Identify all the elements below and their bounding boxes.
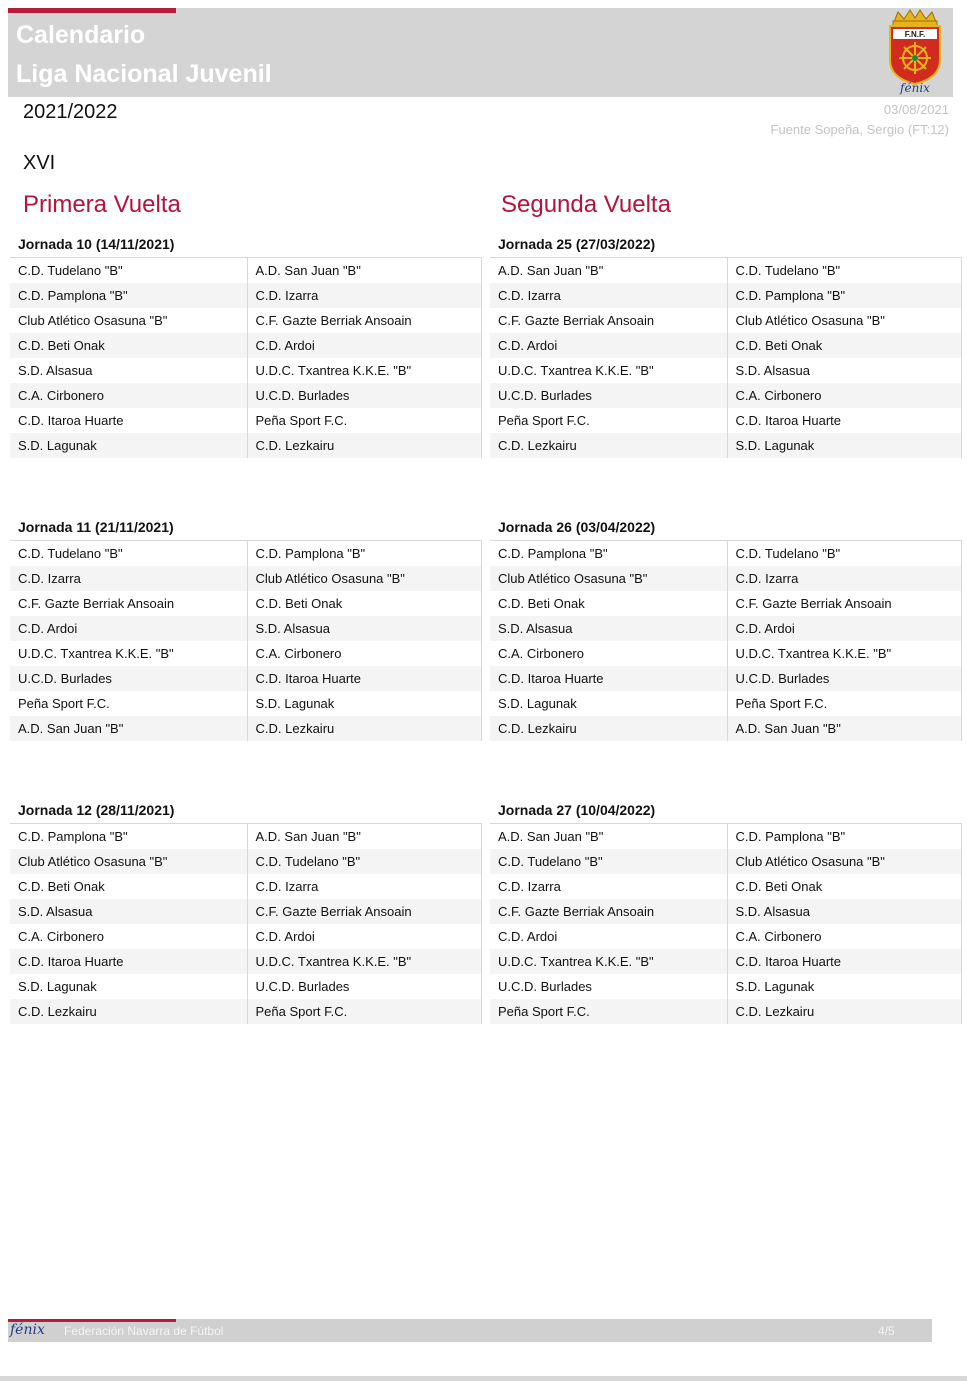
match-row: [10, 308, 482, 333]
home-team: C.D. Pamplona "B": [490, 541, 728, 566]
home-team: C.F. Gazte Berriak Ansoain: [490, 308, 728, 333]
match-row: [490, 849, 962, 874]
away-team: C.D. Ardoi: [728, 616, 963, 641]
match-row: [10, 691, 482, 716]
match-row: [10, 924, 482, 949]
jornada-block: [10, 516, 482, 741]
match-row: [490, 824, 962, 849]
away-team: S.D. Alsasua: [728, 358, 963, 383]
away-team: A.D. San Juan "B": [728, 716, 963, 741]
home-team: S.D. Alsasua: [10, 899, 248, 924]
away-team: C.F. Gazte Berriak Ansoain: [728, 591, 963, 616]
jornada-title: Jornada 26 (03/04/2022): [498, 519, 656, 535]
away-team: C.A. Cirbonero: [248, 641, 483, 666]
match-row: [10, 666, 482, 691]
match-row: [490, 666, 962, 691]
away-team: Club Atlético Osasuna "B": [728, 849, 963, 874]
away-team: C.D. Izarra: [728, 566, 963, 591]
footer-organization: Federación Navarra de Fútbol: [64, 1324, 224, 1338]
match-row: [490, 949, 962, 974]
jornada-title: Jornada 11 (21/11/2021): [18, 519, 174, 535]
away-team: U.D.C. Txantrea K.K.E. "B": [248, 358, 483, 383]
match-row: [10, 333, 482, 358]
fnf-crest-logo: [880, 8, 950, 96]
away-team: S.D. Lagunak: [248, 691, 483, 716]
away-team: U.C.D. Burlades: [728, 666, 963, 691]
away-team: C.D. Lezkairu: [728, 999, 963, 1024]
away-team: C.F. Gazte Berriak Ansoain: [248, 308, 483, 333]
home-team: U.C.D. Burlades: [490, 974, 728, 999]
home-team: A.D. San Juan "B": [10, 716, 248, 741]
away-team: C.D. Lezkairu: [248, 433, 483, 458]
home-team: S.D. Alsasua: [490, 616, 728, 641]
away-team: C.D. Itaroa Huarte: [728, 408, 963, 433]
match-row: [10, 283, 482, 308]
home-team: C.D. Lezkairu: [10, 999, 248, 1024]
away-team: S.D. Alsasua: [728, 899, 963, 924]
header-accent-bar: [8, 8, 176, 13]
match-row: [10, 408, 482, 433]
home-team: C.F. Gazte Berriak Ansoain: [490, 899, 728, 924]
home-team: U.D.C. Txantrea K.K.E. "B": [10, 641, 248, 666]
away-team: Peña Sport F.C.: [728, 691, 963, 716]
primera-vuelta-heading: Primera Vuelta: [23, 191, 181, 218]
home-team: S.D. Alsasua: [10, 358, 248, 383]
home-team: C.D. Beti Onak: [10, 874, 248, 899]
away-team: C.D. Tudelano "B": [728, 258, 963, 283]
home-team: C.D. Lezkairu: [490, 433, 728, 458]
away-team: A.D. San Juan "B": [248, 824, 483, 849]
match-row: [490, 641, 962, 666]
home-team: C.D. Itaroa Huarte: [490, 666, 728, 691]
away-team: Club Atlético Osasuna "B": [728, 308, 963, 333]
home-team: C.D. Beti Onak: [10, 333, 248, 358]
match-list: [10, 823, 482, 1024]
away-team: Peña Sport F.C.: [248, 408, 483, 433]
match-row: [10, 566, 482, 591]
away-team: C.D. Beti Onak: [248, 591, 483, 616]
home-team: C.A. Cirbonero: [10, 383, 248, 408]
jornada-block: [10, 233, 482, 458]
home-team: Club Atlético Osasuna "B": [10, 308, 248, 333]
match-list: [490, 540, 962, 741]
home-team: C.A. Cirbonero: [10, 924, 248, 949]
match-row: [10, 541, 482, 566]
home-team: Club Atlético Osasuna "B": [10, 849, 248, 874]
logo-initials: F.N.F.: [904, 30, 926, 39]
jornada-title: Jornada 10 (14/11/2021): [18, 236, 175, 252]
match-row: [490, 308, 962, 333]
away-team: C.F. Gazte Berriak Ansoain: [248, 899, 483, 924]
match-list: [490, 257, 962, 458]
home-team: U.C.D. Burlades: [10, 666, 248, 691]
away-team: C.D. Itaroa Huarte: [248, 666, 483, 691]
match-row: [10, 824, 482, 849]
match-list: [490, 823, 962, 1024]
away-team: C.D. Beti Onak: [728, 333, 963, 358]
jornada-title: Jornada 25 (27/03/2022): [498, 236, 656, 252]
match-row: [10, 999, 482, 1024]
home-team: A.D. San Juan "B": [490, 824, 728, 849]
jornada-title: Jornada 12 (28/11/2021): [18, 802, 175, 818]
home-team: C.D. Tudelano "B": [490, 849, 728, 874]
jornada-block: [490, 233, 962, 458]
match-row: [490, 874, 962, 899]
away-team: C.A. Cirbonero: [728, 383, 963, 408]
away-team: C.D. Beti Onak: [728, 874, 963, 899]
home-team: Peña Sport F.C.: [490, 408, 728, 433]
away-team: C.D. Pamplona "B": [728, 283, 963, 308]
away-team: C.D. Izarra: [248, 283, 483, 308]
match-row: [490, 333, 962, 358]
match-row: [490, 283, 962, 308]
home-team: Peña Sport F.C.: [10, 691, 248, 716]
match-row: [10, 616, 482, 641]
match-row: [10, 433, 482, 458]
home-team: U.D.C. Txantrea K.K.E. "B": [490, 949, 728, 974]
match-row: [490, 566, 962, 591]
away-team: S.D. Lagunak: [728, 974, 963, 999]
away-team: C.D. Lezkairu: [248, 716, 483, 741]
away-team: C.D. Tudelano "B": [728, 541, 963, 566]
segunda-vuelta-heading: Segunda Vuelta: [501, 191, 671, 218]
away-team: U.C.D. Burlades: [248, 383, 483, 408]
home-team: Club Atlético Osasuna "B": [490, 566, 728, 591]
home-team: C.D. Itaroa Huarte: [10, 949, 248, 974]
match-list: [10, 257, 482, 458]
match-row: [10, 974, 482, 999]
away-team: S.D. Alsasua: [248, 616, 483, 641]
home-team: C.D. Izarra: [490, 283, 728, 308]
competition-title: Liga Nacional Juvenil: [16, 60, 272, 88]
match-row: [10, 591, 482, 616]
match-row: [10, 949, 482, 974]
home-team: A.D. San Juan "B": [490, 258, 728, 283]
match-list: [10, 540, 482, 741]
round-label: XVI: [23, 152, 56, 174]
match-row: [490, 999, 962, 1024]
away-team: C.D. Ardoi: [248, 333, 483, 358]
away-team: C.D. Tudelano "B": [248, 849, 483, 874]
match-row: [490, 716, 962, 741]
away-team: Club Atlético Osasuna "B": [248, 566, 483, 591]
jornada-block: [490, 516, 962, 741]
match-row: [10, 383, 482, 408]
away-team: U.D.C. Txantrea K.K.E. "B": [728, 641, 963, 666]
match-row: [490, 974, 962, 999]
match-row: [10, 716, 482, 741]
match-row: [490, 258, 962, 283]
home-team: S.D. Lagunak: [10, 974, 248, 999]
home-team: C.D. Pamplona "B": [10, 283, 248, 308]
match-row: [490, 383, 962, 408]
season-label: 2021/2022: [23, 101, 118, 123]
match-row: [490, 591, 962, 616]
match-row: [10, 899, 482, 924]
home-team: C.D. Izarra: [10, 566, 248, 591]
match-row: [490, 541, 962, 566]
home-team: U.C.D. Burlades: [490, 383, 728, 408]
home-team: C.D. Pamplona "B": [10, 824, 248, 849]
away-team: C.D. Izarra: [248, 874, 483, 899]
away-team: Peña Sport F.C.: [248, 999, 483, 1024]
match-row: [490, 616, 962, 641]
match-row: [10, 874, 482, 899]
match-row: [490, 358, 962, 383]
away-team: U.C.D. Burlades: [248, 974, 483, 999]
home-team: C.D. Izarra: [490, 874, 728, 899]
document-author: Fuente Sopeña, Sergio (FT:12): [770, 122, 949, 137]
match-row: [10, 358, 482, 383]
away-team: C.D. Pamplona "B": [248, 541, 483, 566]
home-team: C.D. Ardoi: [490, 333, 728, 358]
document-title: Calendario: [16, 21, 146, 49]
home-team: C.A. Cirbonero: [490, 641, 728, 666]
home-team: U.D.C. Txantrea K.K.E. "B": [490, 358, 728, 383]
match-row: [490, 433, 962, 458]
document-date: 03/08/2021: [883, 102, 949, 117]
match-row: [10, 258, 482, 283]
crown-icon: [893, 10, 937, 26]
page-bottom-rule: [0, 1376, 967, 1381]
logo-brand: fénix: [900, 81, 930, 95]
home-team: C.D. Itaroa Huarte: [10, 408, 248, 433]
away-team: U.D.C. Txantrea K.K.E. "B": [248, 949, 483, 974]
match-row: [490, 691, 962, 716]
page-number: 4/5: [878, 1324, 895, 1338]
home-team: C.F. Gazte Berriak Ansoain: [10, 591, 248, 616]
away-team: C.D. Ardoi: [248, 924, 483, 949]
away-team: C.A. Cirbonero: [728, 924, 963, 949]
match-row: [490, 924, 962, 949]
match-row: [490, 408, 962, 433]
jornada-block: [10, 799, 482, 1024]
home-team: S.D. Lagunak: [10, 433, 248, 458]
match-row: [490, 899, 962, 924]
away-team: C.D. Pamplona "B": [728, 824, 963, 849]
home-team: C.D. Beti Onak: [490, 591, 728, 616]
home-team: Peña Sport F.C.: [490, 999, 728, 1024]
home-team: C.D. Ardoi: [490, 924, 728, 949]
footer-brand-logo: fénix: [10, 1322, 45, 1338]
jornada-block: [490, 799, 962, 1024]
away-team: C.D. Itaroa Huarte: [728, 949, 963, 974]
match-row: [10, 641, 482, 666]
home-team: S.D. Lagunak: [490, 691, 728, 716]
home-team: C.D. Tudelano "B": [10, 258, 248, 283]
away-team: S.D. Lagunak: [728, 433, 963, 458]
jornada-title: Jornada 27 (10/04/2022): [498, 802, 656, 818]
home-team: C.D. Ardoi: [10, 616, 248, 641]
match-row: [10, 849, 482, 874]
home-team: C.D. Tudelano "B": [10, 541, 248, 566]
home-team: C.D. Lezkairu: [490, 716, 728, 741]
away-team: A.D. San Juan "B": [248, 258, 483, 283]
